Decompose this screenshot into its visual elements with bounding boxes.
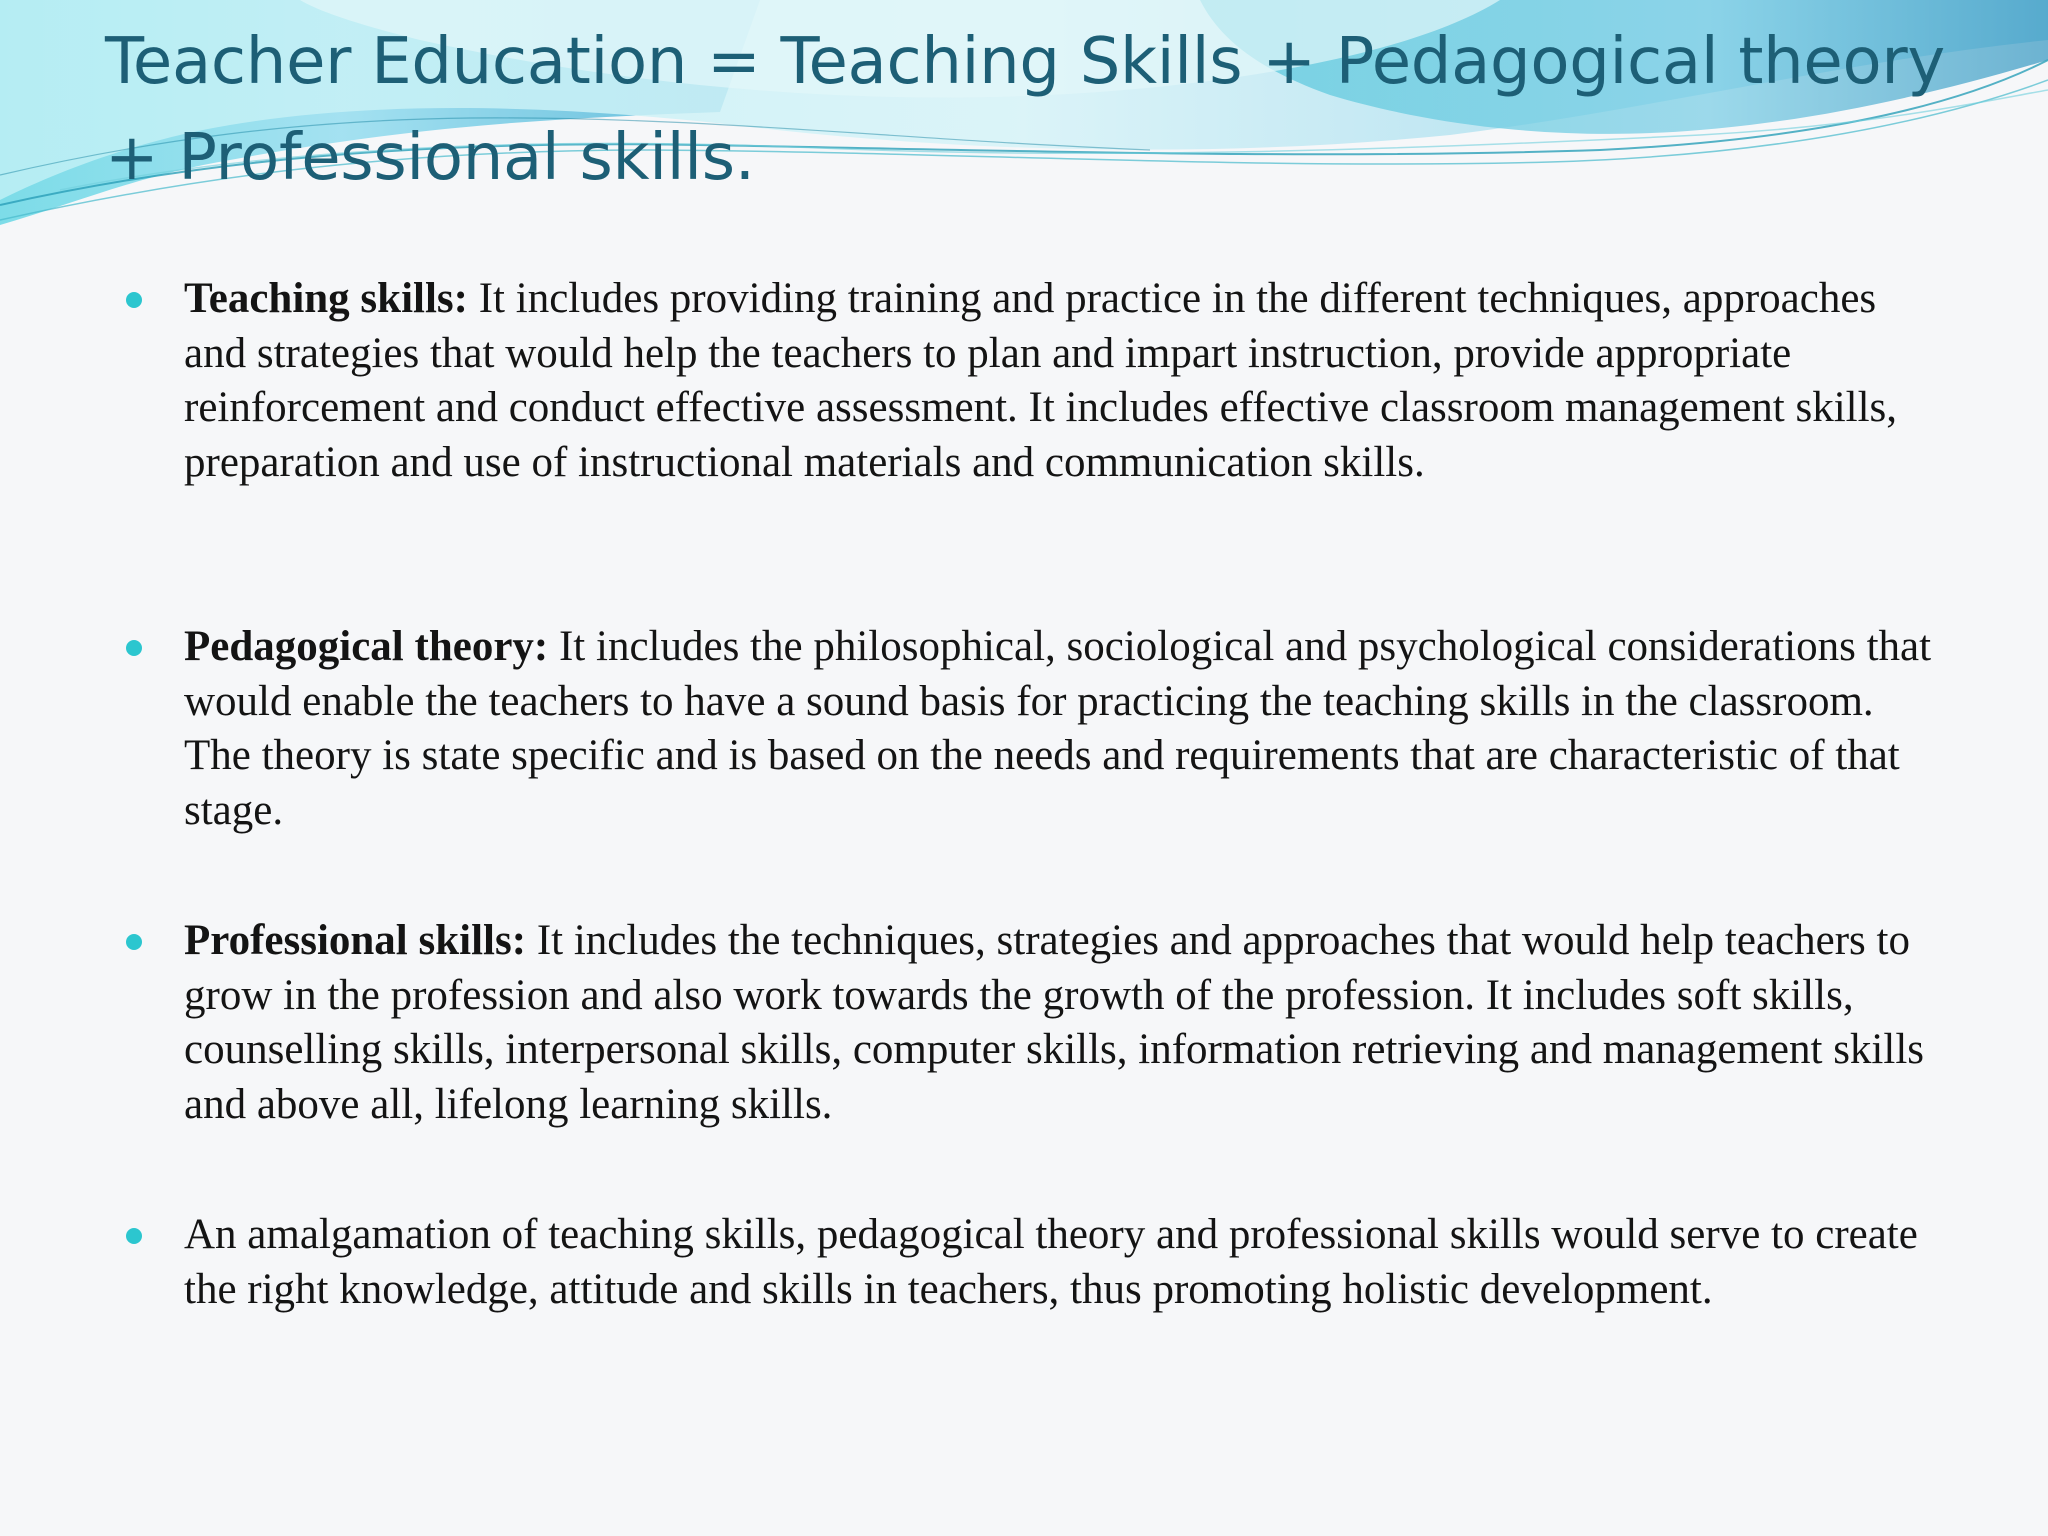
list-item [0,272,2048,544]
list-item [0,1208,2048,1372]
bullet-dot-icon [126,1228,142,1244]
bullet-term: Teaching skills: [184,275,468,322]
bullet-term: Professional skills: [184,917,527,964]
bullet-body: It includes providing training and practice in the different techniques, approaches and strategies that would help the teachers to plan and impart instruction, provide appropriate reinforcement and conduct effective assessment. It includes effective classroom management skills, preparation and use of instructional materials and communication skills. [184,275,1898,486]
bullet-body: It includes the philosophical, sociological and psychological considerations that would enable the teachers to have a sound basis for practicing the teaching skills in the classroom. The theory is state specific and is based on the needs and requirements that are characteristic of that stage. [184,623,1932,834]
bullet-body: An amalgamation of teaching skills, pedagogical theory and professional skills would serve to create the right knowledge, attitude and skills in teachers, thus promoting holistic development. [184,1211,1918,1313]
bullet-text [184,914,1934,1132]
bullet-list [0,272,2048,1448]
slide-title: Teacher Education = Teaching Skills + Pedagogical theory + Professional skills. [105,25,1945,195]
list-item [0,914,2048,1132]
list-item [0,620,2048,838]
bullet-body: It includes the techniques, strategies and approaches that would help teachers to grow in the profession and also work towards the growth of the profession. It includes soft skills, counselling skills, interpersonal skills, computer skills, information retrieving and management skills and above all, lifelong learning skills. [184,917,1925,1128]
bullet-text [184,620,1934,838]
bullet-text [184,272,1934,490]
bullet-dot-icon [126,640,142,656]
bullet-term: Pedagogical theory: [184,623,549,670]
bullet-dot-icon [126,934,142,950]
bullet-text [184,1208,1934,1317]
bullet-dot-icon [126,292,142,308]
